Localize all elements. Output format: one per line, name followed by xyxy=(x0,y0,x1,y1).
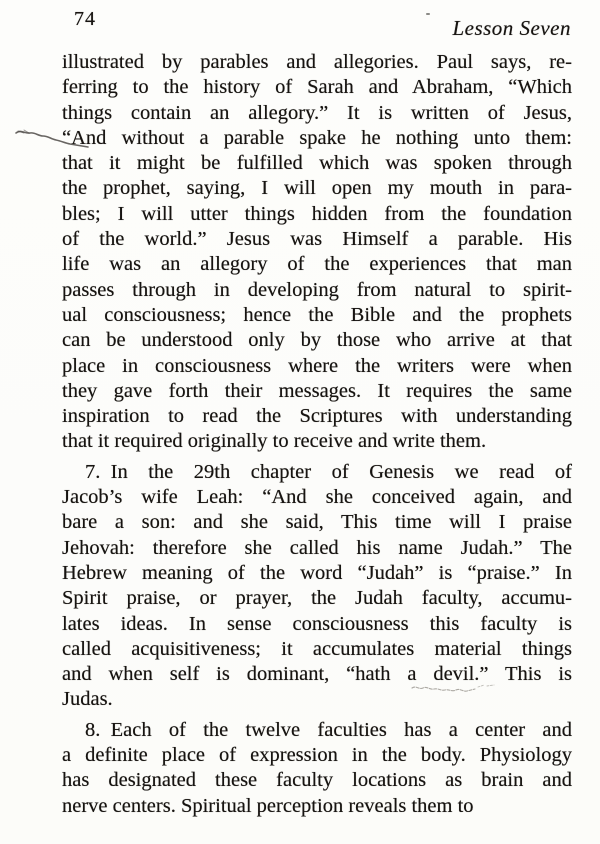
text-line: ferring to the history of Sarah and Abraham, “Which xyxy=(62,76,572,99)
body-text-block xyxy=(62,50,572,819)
text-line: called acquisitiveness; it accumulates material things xyxy=(62,637,572,660)
text-line: Jacob’s wife Leah: “And she conceived again, and xyxy=(62,486,572,509)
text-line: and when self is dominant, “hath a devil.” This is xyxy=(62,663,572,686)
text-line: ual consciousness; hence the Bible and the prophets xyxy=(62,303,572,326)
paragraph xyxy=(62,460,572,713)
text-line: nerve centers. Spiritual perception reveals them to xyxy=(62,794,474,817)
text-line: “And without a parable spake he nothing unto them: xyxy=(62,126,572,149)
text-line: a definite place of expression in the body. Physiology xyxy=(62,744,572,767)
text-line: that it might be fulfilled which was spoken through xyxy=(62,152,572,175)
text-line: inspiration to read the Scriptures with understanding xyxy=(62,405,572,428)
text-line: that it required originally to receive and write them. xyxy=(62,430,487,453)
text-line: Jehovah: therefore she called his name Judah.” The xyxy=(62,536,572,559)
paragraph xyxy=(62,50,572,455)
text-line: things contain an allegory.” It is written of Jesus, xyxy=(62,101,572,124)
text-line: they gave forth their messages. It requires the same xyxy=(62,379,572,402)
text-line: Hebrew meaning of the word “Judah” is “praise.” In xyxy=(62,561,572,584)
paragraph xyxy=(62,718,572,819)
text-line: bare a son: and she said, This time will I praise xyxy=(62,511,572,534)
text-line: the prophet, saying, I will open my mouth in para- xyxy=(62,177,572,200)
text-line: passes through in developing from natural to spirit- xyxy=(62,278,572,301)
text-line: Judas. xyxy=(62,688,113,711)
text-line: place in consciousness where the writers were when xyxy=(62,354,572,377)
text-line: bles; I will utter things hidden from the foundation xyxy=(62,202,572,225)
page-number: 74 xyxy=(74,8,96,30)
text-line: 7. In the 29th chapter of Genesis we read of xyxy=(85,460,572,483)
stray-ink-dot xyxy=(426,13,430,15)
text-line: illustrated by parables and allegories. Paul says, re- xyxy=(62,51,572,73)
text-line: 8. Each of the twelve faculties has a center and xyxy=(85,718,572,741)
text-line: has designated these faculty locations as brain and xyxy=(62,769,572,792)
text-line: life was an allegory of the experiences that man xyxy=(62,253,572,276)
text-line: Spirit praise, or prayer, the Judah faculty, accumu- xyxy=(62,587,572,610)
running-title: Lesson Seven xyxy=(452,16,571,40)
text-line: lates ideas. In sense consciousness this faculty is xyxy=(62,612,572,635)
text-line: can be understood only by those who arrive at that xyxy=(62,329,572,352)
text-line: of the world.” Jesus was Himself a parable. His xyxy=(62,228,572,251)
